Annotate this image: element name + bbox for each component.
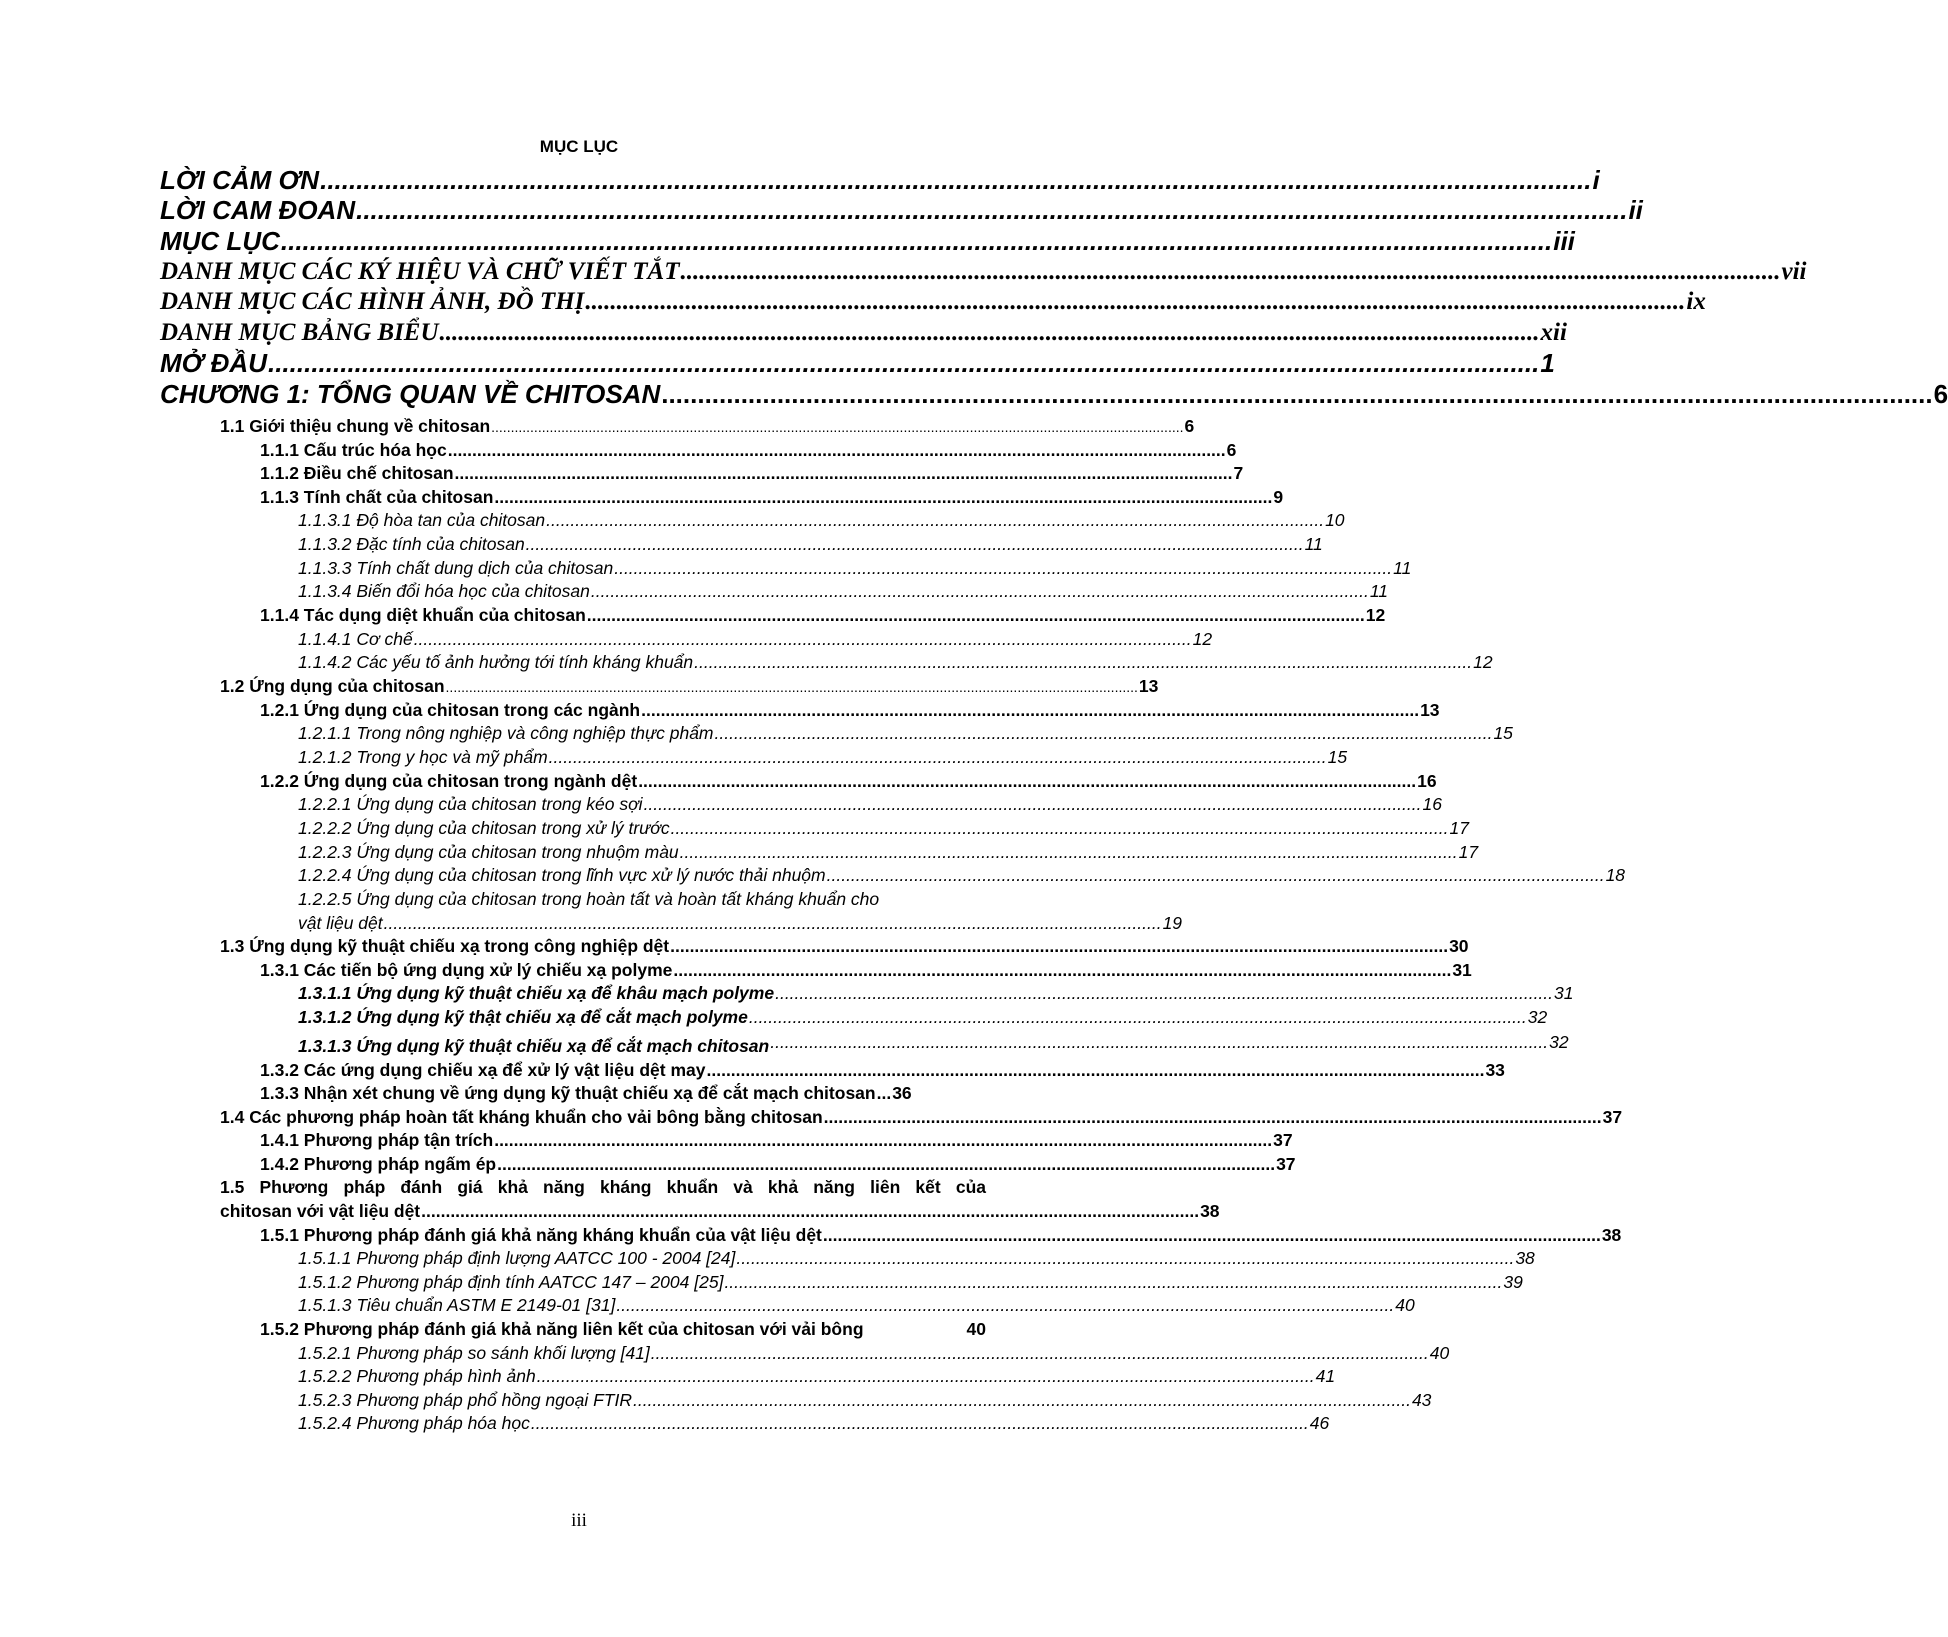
toc-dot-leader: ................................................................................................................................................................ <box>724 1272 1503 1292</box>
toc-dot-leader: ................................................................................................................................................................................ <box>439 319 1540 346</box>
toc-dot-leader: ................................................................................................................................................................ <box>673 960 1452 980</box>
toc-entry[interactable] <box>298 1295 1415 1315</box>
toc-entry-page: 6 <box>1226 440 1237 460</box>
toc-entry-page: 9 <box>1273 487 1284 507</box>
toc-entry-page: 37 <box>1273 1130 1293 1150</box>
toc-dot-leader: ................................................................................................................................................................ <box>586 605 1365 625</box>
toc-dot-leader: ................................................................................................................................................................ <box>670 936 1449 956</box>
toc-entry[interactable] <box>260 1319 986 1339</box>
toc-entry[interactable] <box>260 1060 1505 1080</box>
toc-entry[interactable] <box>298 534 1323 554</box>
toc-entry-title: 1.1.4.2 Các yếu tố ảnh hưởng tới tính kháng khuẩn <box>298 652 694 672</box>
toc-entry-title: 1.2.2.1 Ứng dụng của chitosan trong kéo sợi <box>298 794 643 814</box>
toc-entry[interactable] <box>160 195 1643 226</box>
toc-dot-leader: .................................................................................................................................................................................. <box>445 679 1138 695</box>
toc-entry-page: 37 <box>1276 1154 1296 1174</box>
toc-entry-title: CHƯƠNG 1: TỔNG QUAN VỀ CHITOSAN <box>160 379 661 409</box>
toc-dot-leader: ................................................................................................................................................................ <box>643 794 1422 814</box>
toc-entry-page: 7 <box>1233 463 1244 483</box>
toc-entry-page: 10 <box>1325 510 1345 530</box>
toc-entry[interactable] <box>260 1083 986 1103</box>
toc-dot-leader: ................................................................................................................................................................ <box>638 771 1417 791</box>
toc-dot-leader: ................................................................................................................................................................ <box>775 983 1554 1003</box>
toc-dot-leader: ................................................................................................................................................................ <box>714 723 1493 743</box>
toc-dot-leader: ................................................................................................................................................................ <box>530 1413 1309 1433</box>
toc-entry-page: 12 <box>1473 652 1493 672</box>
toc-entry[interactable] <box>298 747 1348 767</box>
toc-dot-leader: ................................................................................................................................................................ <box>736 1248 1515 1268</box>
toc-entry[interactable] <box>298 983 1574 1003</box>
toc-entry-page: 40 <box>1395 1295 1415 1315</box>
toc-entry[interactable] <box>298 1413 1330 1433</box>
toc-dot-leader: ................................................................................................................................................................ <box>413 629 1192 649</box>
toc-entry-page: 11 <box>1304 534 1323 554</box>
toc-entry[interactable] <box>298 842 1479 862</box>
toc-entry-page: 11 <box>1369 581 1388 601</box>
toc-entry[interactable] <box>160 379 1948 410</box>
toc-dot-leader: ... <box>876 1083 892 1103</box>
toc-dot-leader: ................................................................................................................................................................................ <box>280 226 1553 256</box>
toc-dot-leader: ................................................................................................................................................................ <box>494 1130 1273 1150</box>
toc-entry[interactable] <box>260 700 1440 720</box>
toc-dot-leader: ................................................................................................................................................................................ <box>267 348 1540 378</box>
toc-entry[interactable] <box>298 865 1626 885</box>
toc-entry-page: 6 <box>1184 416 1195 436</box>
toc-entry-page: 15 <box>1327 747 1348 767</box>
toc-dot-leader: ................................................................................................................................................................ <box>823 1107 1602 1127</box>
toc-entry-title: 1.3.1.1 Ứng dụng kỹ thuật chiếu xạ để khâu mạch polyme <box>298 983 775 1003</box>
toc-entry-title: 1.1.2 Điều chế chitosan <box>260 463 454 483</box>
toc-dot-leader: ................................................................................................................................................................ <box>770 1032 1549 1052</box>
toc-dot-leader: ................................................................................................................................................................ <box>826 865 1605 885</box>
toc-dot-leader: ................................................................................................................................................................ <box>679 842 1458 862</box>
toc-entry[interactable] <box>298 1248 1535 1268</box>
toc-entry-title: 1.2.2.3 Ứng dụng của chitosan trong nhuộm màu <box>298 842 679 862</box>
toc-entry-page: 37 <box>1602 1107 1623 1127</box>
toc-entry-title-cont: vật liệu dệt <box>298 913 383 933</box>
toc-dot-leader: ................................................................................................................................................................ <box>525 534 1304 554</box>
toc-entry-page: 1 <box>1540 348 1555 378</box>
toc-entry-title: 1.4 Các phương pháp hoàn tất kháng khuẩn cho vải bông bằng chitosan <box>220 1107 823 1127</box>
toc-entry-title: DANH MỤC CÁC KÝ HIỆU VÀ CHỮ VIẾT TẮT <box>160 258 680 285</box>
toc-entry-title: 1.3.1.2 Ứng dụng kỹ thật chiếu xạ để cắt mạch polyme <box>298 1007 748 1027</box>
toc-entry[interactable] <box>298 1007 1548 1027</box>
toc-entry-title: 1.3 Ứng dụng kỹ thuật chiếu xạ trong công nghiệp dệt <box>220 936 670 956</box>
toc-entry-title: 1.2.1.2 Trong y học và mỹ phẩm <box>298 747 548 767</box>
toc-dot-leader: ................................................................................................................................................................ <box>616 1295 1395 1315</box>
toc-entry[interactable] <box>220 1107 1623 1127</box>
toc-entry-title: 1.3.2 Các ứng dụng chiếu xạ để xử lý vật liệu dệt may <box>260 1060 706 1080</box>
toc-entry[interactable] <box>260 1154 1296 1174</box>
toc-entry[interactable] <box>298 723 1513 743</box>
toc-entry-page: 17 <box>1449 818 1469 838</box>
toc-dot-leader: ................................................................................................................................................................ <box>650 1343 1429 1363</box>
toc-entry-title: 1.2.2.2 Ứng dụng của chitosan trong xử lý trước <box>298 818 670 838</box>
toc-entry[interactable] <box>220 936 1469 956</box>
toc-entry-title: 1.1.3.2 Đặc tính của chitosan <box>298 534 525 554</box>
toc-entry[interactable] <box>298 913 1183 933</box>
toc-entry-page: 38 <box>1515 1248 1535 1268</box>
toc-entry-title: 1.5.2 Phương pháp đánh giá khả năng liên kết của chitosan với vải bông <box>260 1319 864 1339</box>
toc-entry-page: 43 <box>1411 1390 1432 1410</box>
toc-entry-title: 1.5.2.4 Phương pháp hóa học <box>298 1413 530 1433</box>
toc-entry-title: 1.3.1 Các tiến bộ ứng dụng xử lý chiếu xạ polyme <box>260 960 673 980</box>
toc-entry[interactable] <box>260 440 1237 460</box>
toc-entry[interactable] <box>298 794 1442 814</box>
toc-entry[interactable] <box>298 1032 1569 1056</box>
toc-entry-page: 40 <box>1429 1343 1450 1363</box>
toc-dot-leader: ................................................................................................................................................................ <box>670 818 1449 838</box>
toc-dot-leader: ................................................................................................................................................................................ <box>585 288 1686 315</box>
toc-entry-page: 46 <box>1309 1413 1330 1433</box>
toc-entry[interactable] <box>160 319 1567 348</box>
toc-entry[interactable] <box>220 416 1195 436</box>
toc-entry[interactable] <box>298 818 1469 838</box>
toc-entry-page: 40 <box>966 1319 986 1339</box>
toc-dot-leader: ................................................................................................................................................................ <box>536 1366 1315 1386</box>
toc-dot-leader: ................................................................................................................................................................ <box>694 652 1473 672</box>
toc-entry-page: 18 <box>1605 865 1626 885</box>
toc-entry-page: 16 <box>1422 794 1442 814</box>
page-number: iii <box>571 1510 587 1531</box>
toc-entry-page: 39 <box>1503 1272 1523 1292</box>
toc-entry-title: 1.5.1.3 Tiêu chuẩn ASTM E 2149-01 [31] <box>298 1295 616 1315</box>
toc-entry-page: 12 <box>1365 605 1386 625</box>
toc-entry-page: 6 <box>1933 379 1948 409</box>
toc-entry-title: 1.2 Ứng dụng của chitosan <box>220 676 445 696</box>
toc-entry[interactable] <box>298 1390 1432 1410</box>
toc-entry-title: 1.2.2 Ứng dụng của chitosan trong ngành dệt <box>260 771 638 791</box>
toc-entry[interactable] <box>260 771 1437 791</box>
toc-entry-page: 31 <box>1554 983 1574 1003</box>
toc-entry-title: 1.1.3.4 Biến đổi hóa học của chitosan <box>298 581 590 601</box>
toc-entry[interactable] <box>260 487 1284 507</box>
toc-entry-page: 11 <box>1393 558 1412 578</box>
toc-entry-title: 1.2.2.4 Ứng dụng của chitosan trong lĩnh vực xử lý nước thải nhuộm <box>298 865 826 885</box>
toc-entry[interactable] <box>298 558 1412 578</box>
toc-entry-title: 1.1 Giới thiệu chung về chitosan <box>220 416 491 436</box>
toc-entry-title: 1.5.1 Phương pháp đánh giá khả năng kháng khuẩn của vật liệu dệt <box>260 1225 822 1245</box>
toc-entry-page: 32 <box>1549 1032 1569 1052</box>
toc-entry[interactable] <box>260 960 1472 980</box>
toc-entry-page: 33 <box>1485 1060 1505 1080</box>
toc-entry-title: 1.3.1.3 Ứng dụng kỹ thuật chiếu xạ để cắt mạch chitosan <box>298 1036 770 1056</box>
toc-dot-leader: ................................................................................................................................................................ <box>383 913 1162 933</box>
toc-entry[interactable] <box>298 1272 1523 1292</box>
toc-entry-title: 1.2.1 Ứng dụng của chitosan trong các ngành <box>260 700 641 720</box>
toc-entry-page: 32 <box>1527 1007 1548 1027</box>
toc-dot-leader: ................................................................................................................................................................ <box>590 581 1369 601</box>
toc-dot-leader: ................................................................................................................................................................ <box>706 1060 1485 1080</box>
toc-dot-leader: ................................................................................................................................................................ <box>822 1225 1601 1245</box>
toc-entry-title: 1.5.1.1 Phương pháp định lượng AATCC 100 - 2004 [24] <box>298 1248 736 1268</box>
toc-dot-leader: ................................................................................................................................................................ <box>748 1007 1527 1027</box>
toc-entry-page: iii <box>1553 226 1575 256</box>
toc-entry[interactable] <box>298 1343 1450 1363</box>
toc-dot-leader: ................................................................................................................................................................ <box>548 747 1327 767</box>
toc-entry-title: 1.5.1.2 Phương pháp định tính AATCC 147 – 2004 [25] <box>298 1272 724 1292</box>
toc-entry-title: LỜI CẢM ƠN <box>160 165 320 195</box>
toc-entry[interactable] <box>298 510 1345 530</box>
toc-entry[interactable] <box>160 288 1706 317</box>
toc-entry-title: 1.1.3 Tính chất của chitosan <box>260 487 494 507</box>
toc-entry-title: DANH MỤC BẢNG BIỂU <box>160 319 439 346</box>
toc-entry-page: i <box>1592 165 1600 195</box>
toc-entry-page: 13 <box>1138 676 1159 696</box>
toc-entry-page: 38 <box>1200 1201 1220 1221</box>
toc-entry-page: 31 <box>1452 960 1472 980</box>
toc-entry-page: 19 <box>1162 913 1183 933</box>
toc-entry[interactable] <box>160 165 1600 196</box>
toc-entry-title: 1.4.1 Phương pháp tận trích <box>260 1130 494 1150</box>
toc-dot-leader: ................................................................................................................................................................ <box>494 487 1273 507</box>
toc-entry-page: 38 <box>1601 1225 1622 1245</box>
toc-entry-page: 41 <box>1315 1366 1336 1386</box>
toc-entry-title: 1.5.2.2 Phương pháp hình ảnh <box>298 1366 536 1386</box>
toc-dot-leader: ................................................................................................................................................................ <box>447 440 1226 460</box>
toc-entry-page: xii <box>1540 319 1567 346</box>
toc-entry-title: 1.5 Phương pháp đánh giá khả năng kháng khuẩn và khả năng liên kết của <box>220 1177 986 1197</box>
toc-entry-title: MỞ ĐẦU <box>160 348 267 378</box>
toc-dot-leader: ................................................................................................................................................................ <box>546 510 1325 530</box>
toc-entry[interactable] <box>298 629 1213 649</box>
toc-entry[interactable] <box>260 1130 1293 1150</box>
toc-entry-title: 1.2.2.5 Ứng dụng của chitosan trong hoàn tất và hoàn tất kháng khuẩn cho <box>298 889 880 909</box>
toc-dot-leader: ................................................................................................................................................................................ <box>661 379 1933 409</box>
toc-entry-title: MỤC LỤC <box>160 226 280 256</box>
toc-entry-title-cont: chitosan với vật liệu dệt <box>220 1201 421 1221</box>
toc-entry-page: 17 <box>1458 842 1479 862</box>
toc-dot-leader: ................................................................................................................................................................ <box>421 1201 1200 1221</box>
toc-entry[interactable] <box>298 652 1493 672</box>
toc-dot-leader: .................................................................................................................................................................................. <box>491 419 1184 435</box>
toc-entry-title: 1.5.2.1 Phương pháp so sánh khối lượng [41] <box>298 1343 650 1363</box>
toc-dot-leader: ................................................................................................................................................................ <box>454 463 1233 483</box>
toc-entry-title: 1.1.3.3 Tính chất dung dịch của chitosan <box>298 558 614 578</box>
toc-entry-title: 1.1.4 Tác dụng diệt khuẩn của chitosan <box>260 605 586 625</box>
toc-entry-title: 1.1.1 Cấu trúc hóa học <box>260 440 447 460</box>
toc-entry-page: 30 <box>1449 936 1469 956</box>
toc-entry-title: 1.3.3 Nhận xét chung về ứng dụng kỹ thuật chiếu xạ để cắt mạch chitosan <box>260 1083 876 1103</box>
toc-entry-page: 13 <box>1420 700 1440 720</box>
toc-entry-page: 12 <box>1192 629 1213 649</box>
toc-entry-page: vii <box>1781 258 1807 285</box>
toc-dot-leader: ................................................................................................................................................................ <box>641 700 1420 720</box>
toc-entry-title: 1.2.1.1 Trong nông nghiệp và công nghiệp thực phẩm <box>298 723 714 743</box>
toc-entry[interactable] <box>160 226 1575 257</box>
toc-entry[interactable] <box>220 676 1159 696</box>
toc-entry-title: 1.5.2.3 Phương pháp phổ hồng ngoại FTIR <box>298 1390 632 1410</box>
toc-entry-title: DANH MỤC CÁC HÌNH ẢNH, ĐỒ THỊ <box>160 288 585 315</box>
toc-dot-leader: ................................................................................................................................................................................ <box>356 195 1628 225</box>
toc-dot-leader: ................................................................................................................................................................................ <box>680 258 1781 285</box>
toc-entry-line1[interactable] <box>220 1177 986 1197</box>
toc-entry-title: LỜI CAM ĐOAN <box>160 195 356 225</box>
toc-entry[interactable] <box>260 1225 1622 1245</box>
toc-entry-page: 15 <box>1493 723 1513 743</box>
toc-dot-leader: ................................................................................................................................................................ <box>633 1390 1411 1410</box>
toc-entry[interactable] <box>298 1366 1336 1386</box>
toc-entry-page: 16 <box>1417 771 1437 791</box>
toc-entry-page: ii <box>1628 195 1643 225</box>
toc-entry[interactable] <box>260 463 1244 483</box>
toc-dot-leader: ................................................................................................................................................................................ <box>320 165 1592 195</box>
toc-entry-title: 1.4.2 Phương pháp ngấm ép <box>260 1154 497 1174</box>
toc-entry-title: 1.1.3.1 Độ hòa tan của chitosan <box>298 510 546 530</box>
toc-entry-page: 36 <box>892 1083 912 1103</box>
toc-entry-page: ix <box>1686 288 1706 315</box>
toc-dot-leader: ................................................................................................................................................................ <box>497 1154 1276 1174</box>
toc-entry[interactable] <box>298 581 1388 601</box>
toc-entry-line1[interactable] <box>298 889 986 909</box>
toc-entry-title: 1.1.4.1 Cơ chế <box>298 629 413 649</box>
toc-entry[interactable] <box>220 1201 1220 1221</box>
page-title: MỤC LỤC <box>539 137 619 156</box>
toc-entry[interactable] <box>160 348 1555 379</box>
toc-dot-leader: ................................................................................................................................................................ <box>614 558 1393 578</box>
toc-entry[interactable] <box>260 605 1386 625</box>
toc-entry[interactable] <box>160 258 1807 287</box>
